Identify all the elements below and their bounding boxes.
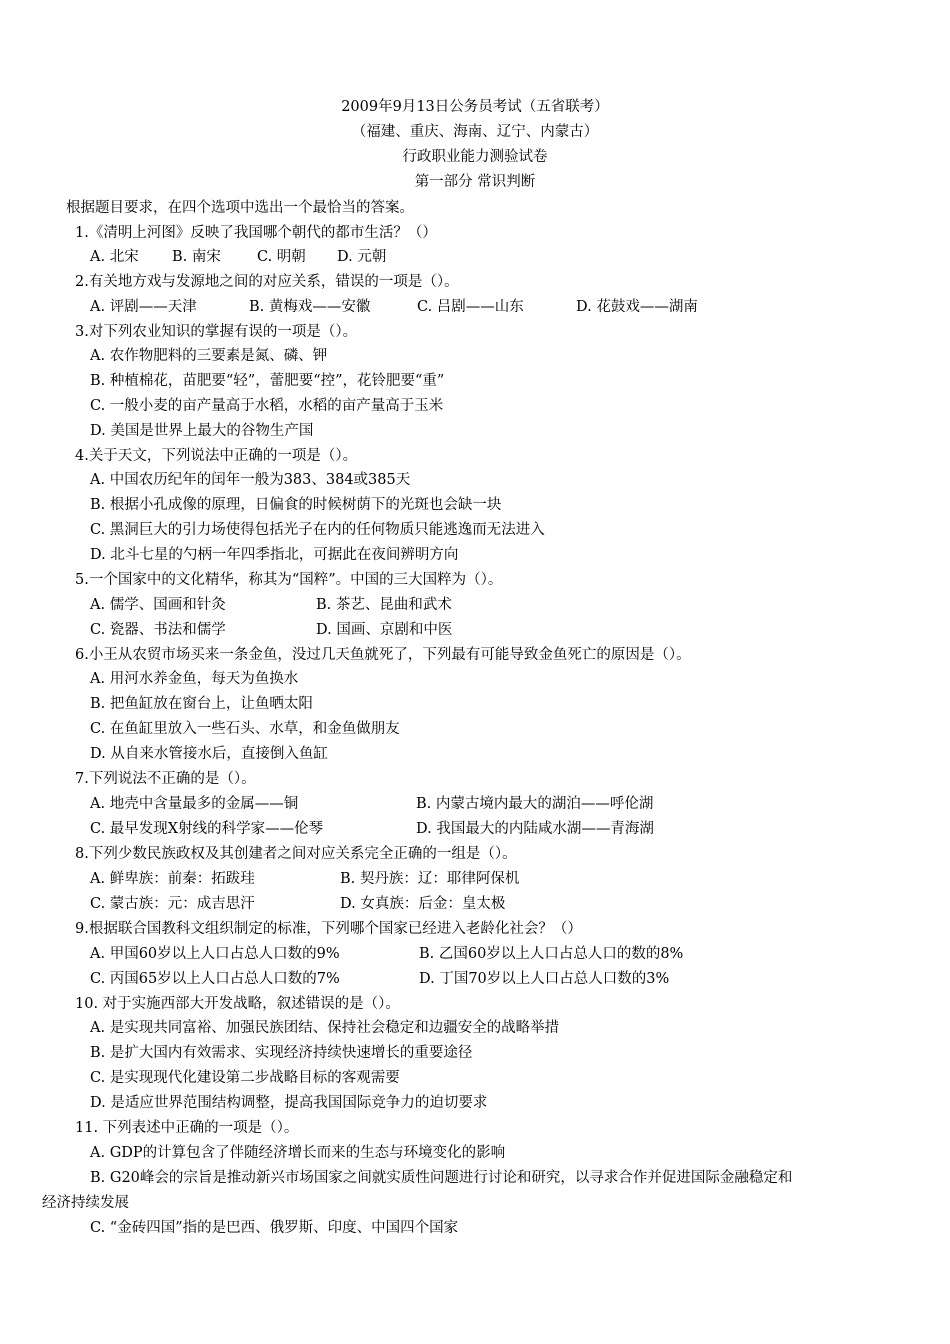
- question-stem: 5.一个国家中的文化精华，称其为“国粹”。中国的三大国粹为（）。: [75, 572, 503, 588]
- option: A. GDP的计算包含了伴随经济增长而来的生态与环境变化的影响: [90, 1145, 506, 1161]
- option: C. 明朝: [257, 249, 306, 265]
- options-row: [90, 969, 669, 989]
- option: C. 黑洞巨大的引力场使得包括光子在内的任何物质只能逃逸而无法进入: [90, 522, 545, 538]
- option: A. 甲国60岁以上人口占总人口数的9%: [90, 946, 340, 962]
- question-stem: 10. 对于实施西部大开发战略，叙述错误的是（）。: [75, 996, 400, 1012]
- option: D. 女真族：后金：皇太极: [340, 896, 506, 912]
- options-row: [90, 944, 683, 964]
- option: A. 是实现共同富裕、加强民族团结、保持社会稳定和边疆安全的战略举措: [90, 1020, 560, 1036]
- exam-provinces: （福建、重庆、海南、辽宁、内蒙古）: [351, 124, 599, 140]
- option: B. 南宋: [172, 249, 221, 265]
- exam-title: 2009年9月13日公务员考试（五省联考）: [341, 99, 609, 115]
- options-row: [90, 819, 654, 839]
- option: B. 黄梅戏——安徽: [249, 299, 371, 315]
- option: A. 农作物肥料的三要素是氮、磷、钾: [90, 348, 328, 364]
- option: B. 契丹族：辽：耶律阿保机: [340, 871, 520, 887]
- option: C. 是实现现代化建设第二步战略目标的客观需要: [90, 1070, 400, 1086]
- options-row: [90, 894, 505, 914]
- question-stem: 4.关于天文，下列说法中正确的一项是（）。: [75, 448, 358, 464]
- option: C. 吕剧——山东: [417, 299, 524, 315]
- option: C. 蒙古族：元：成吉思汗: [90, 896, 255, 912]
- option: C. 丙国65岁以上人口占总人口数的7%: [90, 971, 340, 987]
- options-row: [90, 595, 452, 615]
- instruction: 根据题目要求，在四个选项中选出一个最恰当的答案。: [66, 200, 414, 216]
- options-row: [90, 297, 698, 317]
- option: B. 乙国60岁以上人口占总人口的数的8%: [419, 946, 684, 962]
- option: D. 从自来水管接水后，直接倒入鱼缸: [90, 746, 328, 762]
- question-stem: 3.对下列农业知识的掌握有误的一项是（）。: [75, 324, 358, 340]
- option: B. 把鱼缸放在窗台上，让鱼晒太阳: [90, 696, 313, 712]
- option: B. 是扩大国内有效需求、实现经济持续快速增长的重要途径: [90, 1045, 473, 1061]
- option: A. 鲜卑族：前秦：拓跋珪: [90, 871, 255, 887]
- option: A. 北宋: [90, 249, 139, 265]
- option: D. 国画、京剧和中医: [316, 622, 453, 638]
- option-continuation: 经济持续发展: [42, 1195, 129, 1211]
- option: B. 根据小孔成像的原理，日偏食的时候树荫下的光斑也会缺一块: [90, 497, 502, 513]
- option: A. 用河水养金鱼，每天为鱼换水: [90, 671, 299, 687]
- option: B. 茶艺、昆曲和武术: [316, 597, 452, 613]
- option: B. G20峰会的宗旨是推动新兴市场国家之间就实质性问题进行讨论和研究，以寻求合作并促进国际金融稳定和: [90, 1170, 793, 1186]
- options-row: [90, 247, 386, 267]
- option: D. 花鼓戏——湖南: [576, 299, 698, 315]
- question-stem: 9.根据联合国教科文组织制定的标准，下列哪个国家已经进入老龄化社会？（）: [75, 921, 582, 937]
- option: C. 最早发现X射线的科学家——伦琴: [90, 821, 324, 837]
- section-title: 第一部分 常识判断: [414, 174, 536, 190]
- option: C. “金砖四国”指的是巴西、俄罗斯、印度、中国四个国家: [90, 1220, 459, 1236]
- options-row: [90, 794, 653, 814]
- question-stem: 1.《清明上河图》反映了我国哪个朝代的都市生活？（）: [75, 225, 437, 241]
- option: D. 元朝: [337, 249, 387, 265]
- options-row: [90, 869, 519, 889]
- option: B. 内蒙古境内最大的湖泊——呼伦湖: [416, 796, 654, 812]
- option: A. 中国农历纪年的闰年一般为383、384或385天: [90, 472, 411, 488]
- option: A. 地壳中含量最多的金属——铜: [90, 796, 299, 812]
- option: D. 我国最大的内陆咸水湖——青海湖: [416, 821, 654, 837]
- option: C. 瓷器、书法和儒学: [90, 622, 226, 638]
- exam-subject: 行政职业能力测验试卷: [402, 149, 548, 165]
- option: D. 北斗七星的勺柄一年四季指北，可据此在夜间辨明方向: [90, 547, 459, 563]
- options-row: [90, 620, 452, 640]
- question-stem: 6.小王从农贸市场买来一条金鱼，没过几天鱼就死了，下列最有可能导致金鱼死亡的原因是（）。: [75, 647, 691, 663]
- question-stem: 2.有关地方戏与发源地之间的对应关系，错误的一项是（）。: [75, 274, 459, 290]
- question-stem: 8.下列少数民族政权及其创建者之间对应关系完全正确的一组是（）。: [75, 846, 517, 862]
- option: C. 在鱼缸里放入一些石头、水草，和金鱼做朋友: [90, 721, 400, 737]
- option: D. 美国是世界上最大的谷物生产国: [90, 423, 314, 439]
- option: C. 一般小麦的亩产量高于水稻，水稻的亩产量高于玉米: [90, 398, 444, 414]
- option: B. 种植棉花，苗肥要“轻”，蕾肥要“控”，花铃肥要“重”: [90, 373, 445, 389]
- question-stem: 11. 下列表述中正确的一项是（）。: [75, 1120, 299, 1136]
- option: A. 儒学、国画和针灸: [90, 597, 226, 613]
- option: D. 是适应世界范围结构调整，提高我国国际竞争力的迫切要求: [90, 1095, 488, 1111]
- question-stem: 7.下列说法不正确的是（）。: [75, 771, 256, 787]
- option: A. 评剧——天津: [90, 299, 197, 315]
- option: D. 丁国70岁以上人口占总人口数的3%: [419, 971, 670, 987]
